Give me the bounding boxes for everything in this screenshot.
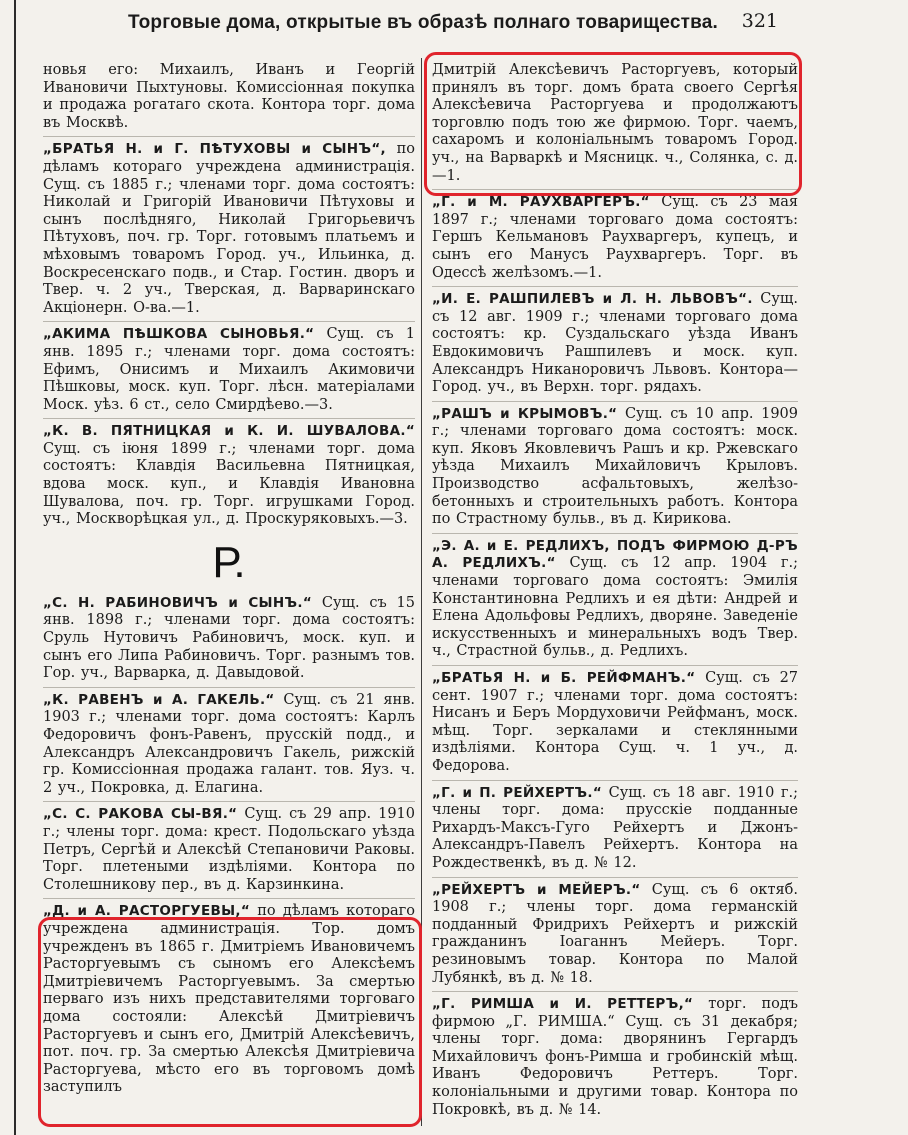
entry [432,996,798,1123]
entry-firm-name: „С. Н. РАБИНОВИЧЪ и СЫНЪ.“ [43,594,313,611]
entry-firm-name: „С. С. РАКОВА СЫ-ВЯ.“ [43,806,238,823]
entry-text: Дмитрій Алексѣевичъ Расторгуевъ, который принялъ въ торг. домъ брата своего Сергѣя Алексѣевича Расторгуева и продолжаютъ торговлю подъ тою же фирмою. Торг. чаемъ, сахаромъ и колоніальнымъ товаромъ Город. уч., на Варваркѣ и Мясницк. ч., Солянка, с. д.—1. [432,62,798,184]
entry-text: Сущ. съ 12 авг. 1909 г.; членами торговаго дома состоятъ: кр. Суздальскаго уѣзда Иванъ Евдокимовичъ Рашпилевъ и моск. куп. Александръ Никаноровичъ Львовъ. Контора—Город. уч., въ Верхн. торг. рядахъ. [432,291,798,396]
entry-highlighted [432,62,798,190]
entry-firm-name: „Д. и А. РАСТОРГУЕВЫ,“ [43,903,251,920]
entry [432,194,798,287]
entry-text: Сущ. съ 18 авг. 1910 г.; члены торг. дома: прусскіе подданные Рихардъ-Максъ-Гуго Рейхертъ и Джонъ-Александръ-Павелъ Рейхертъ. Контора на Рождественкѣ, въ д. № 12. [432,784,798,871]
entry-text: Сущ. съ 27 сент. 1907 г.; членами торг. дома состоятъ: Нисанъ и Беръ Мордуховичи Рейфманъ, моск. мѣщ. Торг. зеркалами и стеклянными издѣліями. Контора Сущ. ч. 1 уч., д. Федорова. [432,670,798,774]
entry-firm-name: „Г. и М. РАУХВАРГЕРЪ.“ [432,194,650,211]
page-number: 321 [741,10,778,32]
entry [432,882,798,993]
entry-text: Сущ. съ 23 мая 1897 г.; членами торговаго дома состоятъ: Гершъ Кельмановъ Раухваргеръ, купецъ, и сынъ его Манусъ Раухваргеръ. Торг. въ Одессѣ желѣзомъ.—1. [432,194,798,281]
page-edge [14,0,16,1135]
entry-text: новья его: Михаилъ, Иванъ и Георгій Ивановичи Пыхтуновы. Комиссіонная покупка и продажа рогатаго скота. Контора торг. дома въ Москвѣ. [43,62,415,131]
entry [432,406,798,534]
entry-firm-name: „АКИМА ПѢШКОВА СЫНОВЬЯ.“ [43,326,315,343]
column-divider [421,58,422,1126]
entry-text: Сущ. съ іюня 1899 г.; членами торг. дома состоятъ: Клавдія Васильевна Пятницкая, вдова моск. куп., и Клавдія Ивановна Шувалова, поч. гр. Торг. игрушками Город. уч., Москворѣцкая ул., д. Проскуряковыхъ.—3. [43,440,415,528]
entry-firm-name: „БРАТЬЯ Н. и Г. ПѢТУХОВЫ и СЫНЪ“, [43,141,386,158]
entry-firm-name: „РАШЪ и КРЫМОВЪ.“ [432,405,618,422]
entry-firm-name: „БРАТЬЯ Н. и Б. РЕЙФМАНЪ.“ [432,670,696,686]
entry-text: по дѣламъ котораго учреждена администрація. Тор. домъ учрежденъ въ 1865 г. Дмитріемъ Ивановичемъ Расторгуевымъ съ сыномъ его Алексѣемъ Дмитріевичемъ Расторгуевымъ. За смертью перваго изъ нихъ представителями торговаго дома состояли: Алексѣй Дмитріевичъ Расторгуевъ и сынъ его, Дмитрій Алексѣевичъ, пот. поч. гр. За смертью Алексѣя Дмитріевича Расторгуева, мѣсто его въ торговомъ домѣ заступилъ [43,903,415,1096]
entry [432,538,798,666]
page-header [128,8,888,42]
entry [43,595,415,688]
entry-firm-name: „Э. А. и Е. РЕДЛИХЪ, ПОДЪ ФИРМОЮ Д-РЪ А. РЕДЛИХЪ.“ [432,537,798,572]
entry [432,670,798,781]
entry [43,326,415,419]
entry-text: Сущ. съ 6 октяб. 1908 г.; члены торг. дома германскій подданный Фридрихъ Рейхертъ и рижскій гражданинъ Іоаганнъ Мейеръ. Торг. резиновымъ товар. Контора по Малой Лубянкѣ, въ д. № 18. [432,881,798,986]
entry [43,62,415,137]
entry-highlighted [43,903,415,1101]
entry-firm-name: „К. В. ПЯТНИЦКАЯ и К. И. ШУВАЛОВА.“ [43,423,415,440]
entry-text: Сущ. съ 21 янв. 1903 г.; членами торг. дома состоятъ: Карлъ Федоровичъ фонъ-Равенъ, прусскій подд., и Александръ Александровичъ Гакель, рижскій гр. Комиссіонная продажа галант. тов. Яуз. ч. 2 уч., Покровка, д. Елагина. [43,691,415,796]
header-title: Торговые дома, открытые въ образѣ полнаго товарищества. [128,12,719,33]
entry-text: по дѣламъ котораго учреждена администрація. Сущ. съ 1885 г.; членами торг. дома состоятъ: Николай и Григорій Ивановичи Пѣтуховы и сынъ послѣдняго, Николай Григорьевичъ Пѣтуховъ, поч. гр. Торг. готовымъ платьемъ и мѣховымъ товаромъ Город. уч., Ильинка, д. Воскресенскаго подв., и Стар. Гостин. дворъ и Твер. ч. 2 уч., Тверская, д. Варваринскаго Акціонерн. О-ва.—1. [43,141,415,316]
entry-text: Сущ. съ 1 янв. 1895 г.; членами торг. дома состоятъ: Ефимъ, Онисимъ и Михаилъ Акимовичи Пѣшковы, моск. куп. Торг. лѣсн. матеріалами Моск. уѣз. 6 ст., село Смирдѣево.—3. [43,326,415,413]
entry [43,141,415,322]
section-letter: Р. [212,537,246,587]
entry-firm-name: „И. Е. РАШПИЛЕВЪ и Л. Н. ЛЬВОВЪ“. [432,291,753,308]
entry-text: Сущ. съ 29 апр. 1910 г.; члены торг. дома: крест. Подольскаго уѣзда Петръ, Сергѣй и Алексѣй Степановичи Раковы. Торг. плетеными издѣліями. Контора по Столешникову пер., въ д. Карзинкина. [43,806,415,893]
entry-firm-name: „Г. РИМША и И. РЕТТЕРЪ,“ [432,996,694,1013]
entry-text: Сущ. съ 12 апр. 1904 г.; членами торговаго дома состоятъ: Эмилія Константиновна Редлихъ и ея дѣти: Андрей и Елена Адольфовы Редлихъ, дворяне. Заведеніе искусственныхъ и минеральныхъ водъ Твер. ч., Страстной бульв., д. Редлихъ. [432,555,798,660]
right-column [432,62,798,1130]
entry [432,785,798,878]
entry-firm-name: „К. РАВЕНЪ и А. ГАКЕЛЬ.“ [43,691,275,708]
entry [43,806,415,899]
entry [432,291,798,402]
entry [43,692,415,803]
entry-text: Сущ. съ 15 янв. 1898 г.; членами торг. дома состоятъ: Сруль Нутовичъ Рабиновичъ, моск. куп. и сынъ его Липа Рабиновичъ. Торг. разнымъ тов. Гор. уч., Варварка, д. Давыдовой. [43,594,415,682]
entry [43,423,415,533]
entry-firm-name: „Г. и П. РЕЙХЕРТЪ.“ [432,784,603,801]
entry-text: торг. подъ фирмою „Г. РИМША.“ Сущ. съ 31 декабря; члены торг. дома: дворянинъ Гергардъ Михайловичъ фонъ-Римша и гробинскій мѣщ. Иванъ Федоровичъ Реттеръ. Торг. колоніальными и другими товар. Контора по Покровкѣ, въ д. № 14. [432,996,798,1118]
entry-text: Сущ. съ 10 апр. 1909 г.; членами торговаго дома состоятъ: моск. куп. Яковъ Яковлевичъ Рашъ и кр. Ржевскаго уѣзда Михаилъ Михайловичъ Крыловъ. Производство асфальтовыхъ, желѣзо-бетонныхъ и строительныхъ работъ. Контора по Страстному бульв., въ д. Кирикова. [432,405,798,528]
left-column [43,62,415,1130]
entry-firm-name: „РЕЙХЕРТЪ и МЕЙЕРЪ.“ [432,881,641,898]
